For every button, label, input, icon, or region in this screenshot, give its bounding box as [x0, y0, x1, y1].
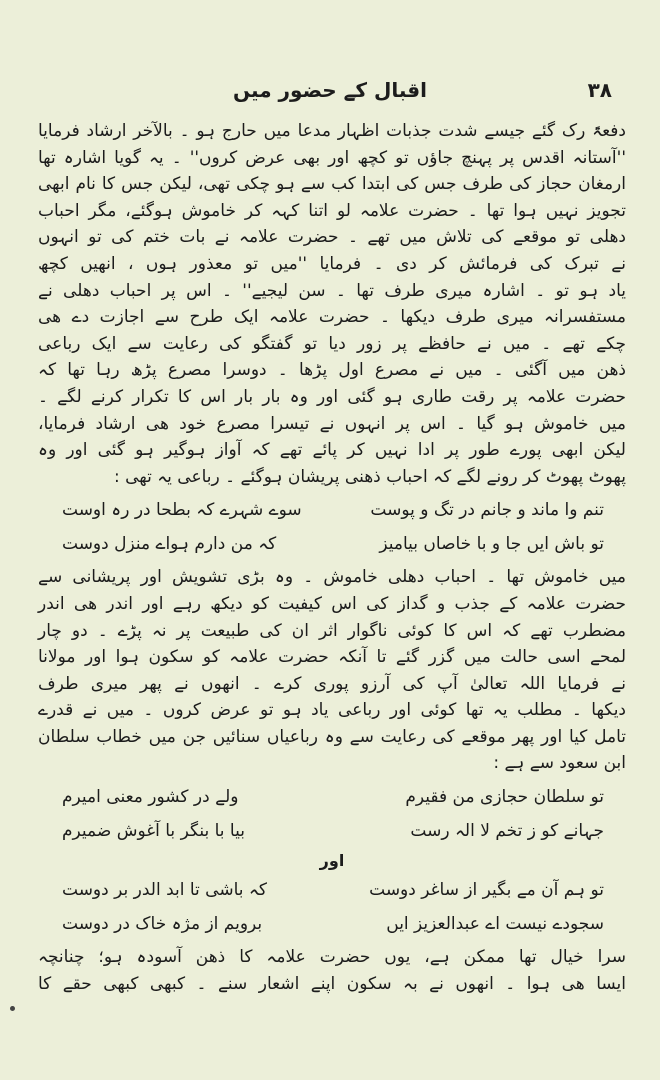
hemistich: جہانے کو ز تخم لا الہ رست	[410, 821, 604, 842]
hemistich: ولے در کشور معنی امیرم	[62, 787, 239, 808]
text-line: حضرت علامہ کے جذب و گداز کی اس کیفیت کو دیکھ رہے اور اندر ھی اندر	[38, 593, 626, 614]
margin-mark	[10, 1006, 15, 1011]
verse-line	[38, 530, 626, 558]
text-line: مضطرب تھے کہ اس کا کوئی ناگوار اثر ان کی طبیعت پر نہ پڑے ۔ دو چار	[38, 620, 626, 641]
body-text	[38, 118, 626, 997]
text-line: سرا خیال تھا ممکن ہے، یوں حضرت علامہ کا ذھن آسودہ ہو؛ چنانچہ	[38, 947, 626, 968]
text-line: چکے تھے ۔ میں نے حافظے پر زور دیا تو گفتگو کی رعایت سے ایک رباعی	[38, 333, 626, 354]
verse-3	[38, 876, 626, 938]
text-line: میں خاموش تھا ۔ احباب دھلی خاموش ۔ وہ بڑی تشویش اور پریشانی سے	[38, 567, 626, 588]
text-line: پھوٹ پھوٹ کر رونے لگے کہ احباب ذھنی پریشان ہوگئے ۔ رباعی یہ تھی :	[113, 466, 626, 487]
verse-line	[38, 817, 626, 845]
verse-line	[38, 910, 626, 938]
hemistich: کہ باشی تا ابد الدر بر دوست	[62, 880, 267, 901]
hemistich: تنم وا ماند و جانم در تگ و پوست	[370, 500, 604, 521]
text-line: لمحے اسی حالت میں گزر گئے تا آنکہ حضرت علامہ کو سکون ہوا اور مولانا	[38, 647, 626, 668]
verse-line	[38, 496, 626, 524]
paragraph-2	[38, 564, 626, 777]
verse-connector: اور	[319, 851, 345, 871]
hemistich: تو ہم آن مے بگیر از ساغر دوست	[369, 880, 604, 901]
text-line: تجویز نہیں ہوا تھا ۔ حضرت علامہ لو اتنا کہہ کر خاموش ہوگئے، مگر احباب	[38, 200, 626, 221]
paragraph-3	[38, 944, 626, 997]
text-line: ذھن میں آگئی ۔ میں نے مصرع اول پڑھا ۔ دوسرا مصرع پڑھ رہا تھا کہ	[38, 360, 626, 381]
text-line: نے تبرک کی فرمائش کر دی ۔ فرمایا ''میں تو معذور ہوں ، انھیں کچھ	[38, 253, 626, 274]
paragraph-1	[38, 118, 626, 490]
text-line: ''آستانہ اقدس پر پہنچ جاؤں تو کچھ اور بھی عرض کروں'' ۔ یہ گویا اشارہ تھا	[38, 147, 626, 168]
page-header	[40, 78, 620, 112]
text-line: میں خاموش ہو گیا ۔ اس پر انہوں نے تیسرا مصرع خود ھی ارشاد فرمایا،	[38, 413, 626, 434]
verse-2	[38, 783, 626, 845]
hemistich: برویم از مژہ خاک در دوست	[62, 914, 263, 935]
text-line: حضرت علامہ پر رقت طاری ہو گئی اور وہ بار بار اس کا تکرار کرنے لگے ۔	[38, 386, 626, 407]
hemistich: کہ من دارم ہواے منزل دوست	[62, 534, 277, 555]
verse-line	[38, 783, 626, 811]
hemistich: تو سلطان حجازی من فقیرم	[405, 787, 604, 808]
text-line: ابن سعود سے ہے :	[493, 753, 626, 774]
text-line: یاد ہو تو ۔ اشارہ میری طرف تھا ۔ سن لیجیے'' ۔ اس پر احباب دھلی نے	[38, 280, 626, 301]
text-line: ارمغان حجاز کی طرف جس کی ابتدا کب سے ہو چکی تھی، لیکن جس کا نام ابھی	[38, 174, 626, 195]
hemistich: سجودے نیست اے عبدالعزیز ایں	[386, 914, 604, 935]
text-line: دفعۃً رک گئے جیسے شدت جذبات اظہار مدعا میں حارج ہو ۔ بالآخر ارشاد فرمایا	[38, 121, 626, 141]
text-line: ایسا ھی ہوا ۔ انھوں نے بہ سکون اپنے اشعار سنے ۔ کبھی کبھی حقے کا	[38, 973, 626, 994]
text-line: دھلی تو موقعے کی تلاش میں تھے ۔ حضرت علامہ نے بات ختم کی تو انہوں	[38, 227, 626, 248]
hemistich: تو باش ایں جا و با خاصاں بیامیز	[379, 534, 604, 555]
text-line: نے فرمایا اللہ تعالیٰ آپ کی آرزو پوری کرے ۔ انھوں نے پھر میری طرف	[38, 673, 626, 694]
running-title: اقبال کے حضور میں	[233, 78, 427, 102]
page-number: ٣٨	[587, 78, 612, 102]
text-line: لیکن ابھی پورے طور پر ادا نہیں کر پائے تھے کہ آواز ہوگیر ہو گئی اور وہ	[38, 440, 626, 461]
verse-line	[38, 876, 626, 904]
hemistich: سوے شہرے کہ بطحا در رہ اوست	[62, 500, 302, 521]
text-line: تامل کیا اور پھر موقعے کی رعایت سے وہ رباعیاں سنائیں جن میں خطاب سلطان	[38, 726, 626, 747]
text-line: مستفسرانہ میری طرف دیکھا ۔ حضرت علامہ ایک طرح سے اجازت دے ھی	[38, 307, 626, 328]
verse-1	[38, 496, 626, 558]
hemistich: بیا با بنگر با آغوش ضمیرم	[62, 821, 245, 842]
text-line: دیکھا ۔ مطلب یہ تھا کوئی اور رباعی یاد ہو تو عرض کروں ۔ میں نے قدرے	[38, 700, 626, 721]
